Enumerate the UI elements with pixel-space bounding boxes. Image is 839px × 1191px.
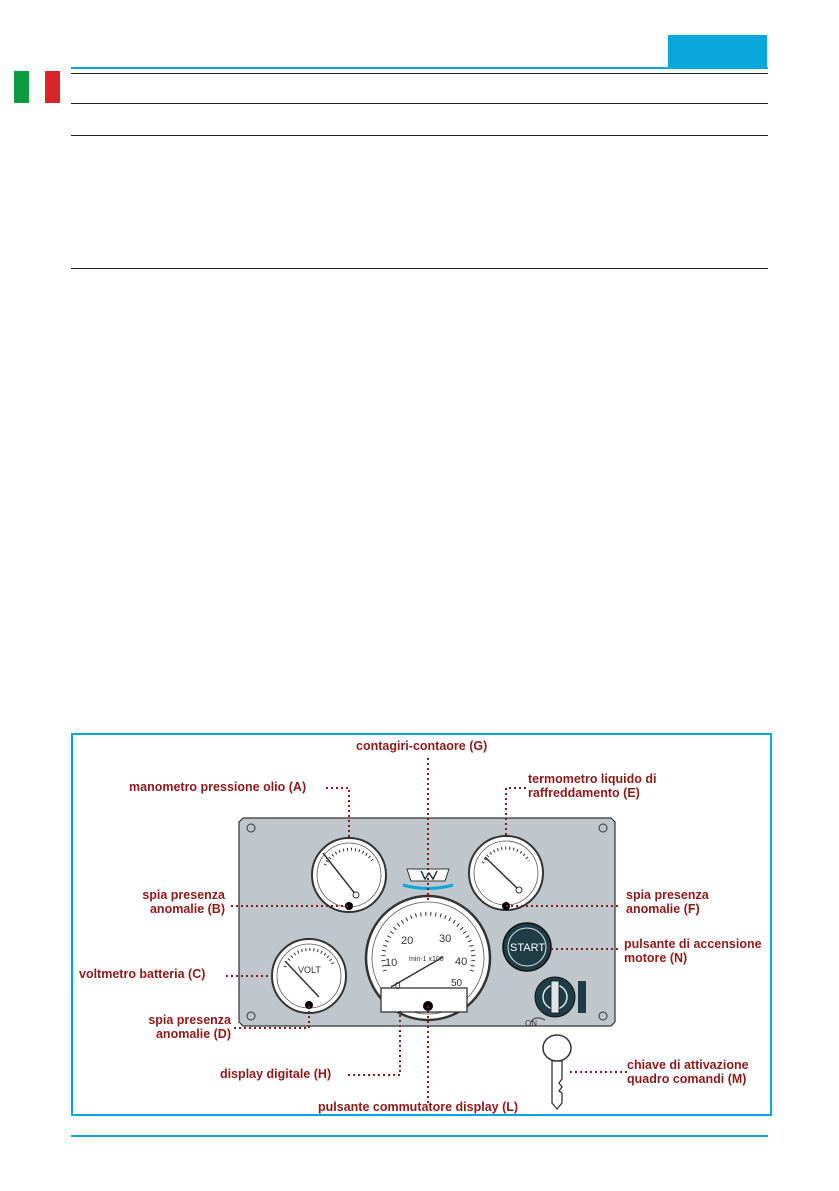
label-tachometer-g: contagiri-contaore (G) [356,739,488,753]
tach-tick-20: 20 [401,935,414,947]
tach-unit-label: min-1 x100 [409,956,444,963]
tach-tick-40: 40 [455,956,468,968]
oil-pressure-gauge-icon [312,838,386,912]
tach-tick-50: 50 [451,978,463,989]
coolant-thermometer-icon [469,836,543,910]
volt-label: VOLT [298,965,321,975]
label-warning-f-line1: spia presenza [626,888,709,902]
label-oil-pressure-a: manometro pressione olio (A) [129,780,307,794]
tach-tick-10: 10 [385,957,398,969]
italian-flag-icon [14,71,60,103]
label-coolant-e-line2: raffreddamento (E) [528,786,640,800]
label-start-n-line2: motore (N) [624,951,688,965]
label-key-m-line1: chiave di attivazione [627,1058,749,1072]
section-rule [71,268,768,269]
header-rule-3 [71,135,768,136]
label-display-switch-l: pulsante commutatore display (L) [318,1100,519,1114]
header-rule-2 [71,103,768,104]
header-rule-blue [71,67,768,69]
label-warning-d-line1: spia presenza [148,1013,231,1027]
label-start-n-line1: pulsante di accensione [624,937,762,951]
flag-green-band [14,71,29,103]
label-display-h: display digitale (H) [220,1067,332,1081]
control-panel-figure [71,733,772,1116]
header-rule-1 [71,73,768,74]
label-warning-b-line2: anomalie (B) [149,902,225,916]
key-on-label: ON [525,1019,537,1028]
label-warning-d-line2: anomalie (D) [155,1027,231,1041]
page-tab [668,35,767,67]
footer-rule-blue [71,1135,768,1137]
label-warning-f-line2: anomalie (F) [626,902,700,916]
label-warning-b-line1: spia presenza [142,888,225,902]
start-label: START [510,942,546,954]
label-coolant-e-line1: termometro liquido di [528,772,657,786]
tach-tick-0: 0 [395,981,401,992]
tach-tick-30: 30 [439,933,452,945]
flag-red-band [45,71,60,103]
label-key-m-line2: quadro comandi (M) [627,1072,747,1086]
label-voltmeter-c: voltmetro batteria (C) [79,967,206,981]
flag-white-band [29,71,44,103]
